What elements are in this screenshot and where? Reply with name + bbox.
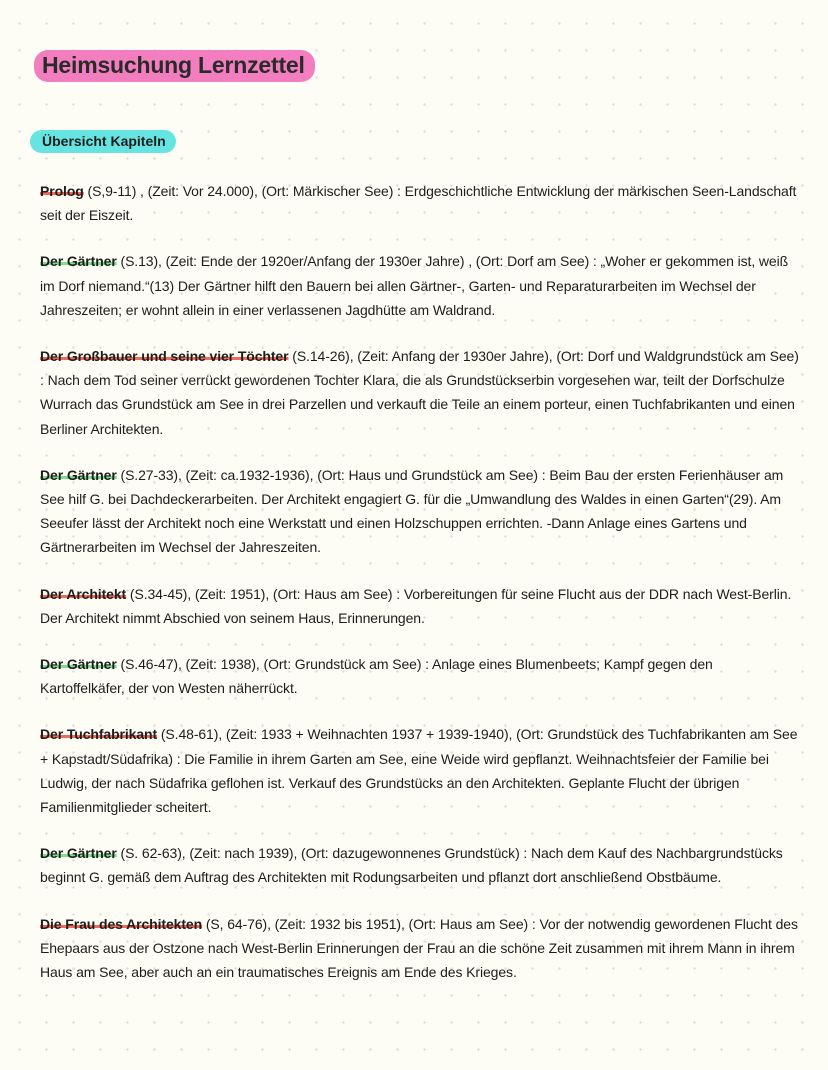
chapter-text: (S, 64-76), (Zeit: 1932 bis 1951), (Ort: Haus am See) : Vor der notwendig gewordenen Flucht des Ehepaars aus der Ostzone nach West-Berlin Erinnerungen der Frau an die schöne Zeit zusammen mit ihrem Mann in ihrem Haus am See, aber auch an ein traumatisches Ereignis am Ende des Krieges. [40,915,798,981]
chapter-entry [40,582,800,630]
chapter-entry [40,179,800,227]
chapter-text: (S.13), (Zeit: Ende der 1920er/Anfang der 1930er Jahre) , (Ort: Dorf am See) : „Woher er gekommen ist, weiß im Dorf niemand.“(13) Der Gärtner hilft den Bauern bei allen Gärtner-, Garten- und Reparaturarbeiten im Wechsel der Jahreszeiten; er wohnt allein in einer verlassenen Jagdhütte am Waldrand. [40,253,789,318]
chapter-entry [40,722,800,819]
chapter-entry [40,463,800,560]
chapter-entry [40,652,800,700]
chapter-name: Der Großbauer und seine vier Töchter [40,348,289,365]
chapter-text: (S.46-47), (Zeit: 1938), (Ort: Grundstück am See) : Anlage eines Blumenbeets; Kampf gegen den Kartoffelkäfer, der von Westen näherrückt. [40,656,713,697]
page-title: Heimsuchung Lernzettel [34,50,315,82]
chapter-text: (S. 62-63), (Zeit: nach 1939), (Ort: dazugewonnenes Grundstück) : Nach dem Kauf des Nachbargrundstücks beginnt G. gemäß dem Auftrag des Architekten mit Rodungsarbeiten und pflanzt dort anschließend Obstbäume. [40,845,783,886]
chapter-name: Prolog [40,183,84,199]
chapter-entry [40,249,800,322]
chapter-name: Der Gärtner [40,845,117,862]
note-page [40,50,800,1006]
chapter-text: (S,9-11) , (Zeit: Vor 24.000), (Ort: Märkischer See) : Erdgeschichtliche Entwicklung der märkischen Seen-Landschaft seit der Eiszeit. [40,183,797,224]
chapter-text: (S.34-45), (Zeit: 1951), (Ort: Haus am See) : Vorbereitungen für seine Flucht aus der DDR nach West-Berlin. Der Architekt nimmt Abschied von seinem Haus, Erinnerungen. [40,585,792,626]
chapter-text: (S.14-26), (Zeit: Anfang der 1930er Jahre), (Ort: Dorf und Waldgrundstück am See) : Nach dem Tod seiner verrückt gewordenen Tochter Klara, die als Grundstückserbin vorgesehen war, teilt der Dorfschulze Wurrach das Grundstück am See in drei Parzellen und verkauft die Teile an einem porteur, einen Tuchfabrikanten und einen Berliner Architekten. [40,348,799,437]
chapter-name: Der Gärtner [40,466,117,483]
chapter-name: Die Frau des Architekten [40,915,203,932]
chapter-entry [40,841,800,889]
chapter-entry [40,344,800,441]
chapter-list [40,179,800,984]
chapter-text: (S.48-61), (Zeit: 1933 + Weihnachten 1937 + 1939-1940), (Ort: Grundstück des Tuchfabrikanten am See + Kapstadt/Südafrika) : Die Familie in ihrem Garten am See, eine Weide wird gepflanzt. Weihnachtsfeier der Familie bei Ludwig, der nach Südafrika geflohen ist. Verkauf des Grundstücks an den Architekten. Geplante Flucht der übrigen Familienmitglieder scheitert. [40,726,798,816]
chapter-name: Der Gärtner [40,656,117,673]
chapter-name: Der Architekt [40,585,127,602]
chapter-name: Der Tuchfabrikant [40,726,158,743]
chapter-entry [40,912,800,985]
chapter-text: (S.27-33), (Zeit: ca.1932-1936), (Ort: Haus und Grundstück am See) : Beim Bau der ersten Ferienhäuser am See hilf G. bei Dachdeckerarbeiten. Der Architekt engagiert G. für die „Umwandlung des Waldes in einen Garten“(29). Am Seeufer lässt der Architekt noch eine Werkstatt und einen Holzschuppen errichten. -Dann Anlage eines Gartens und Gärtnerarbeiten im Wechsel der Jahreszeiten. [40,466,784,556]
section-heading: Übersicht Kapiteln [30,130,176,153]
chapter-name: Der Gärtner [40,253,117,270]
